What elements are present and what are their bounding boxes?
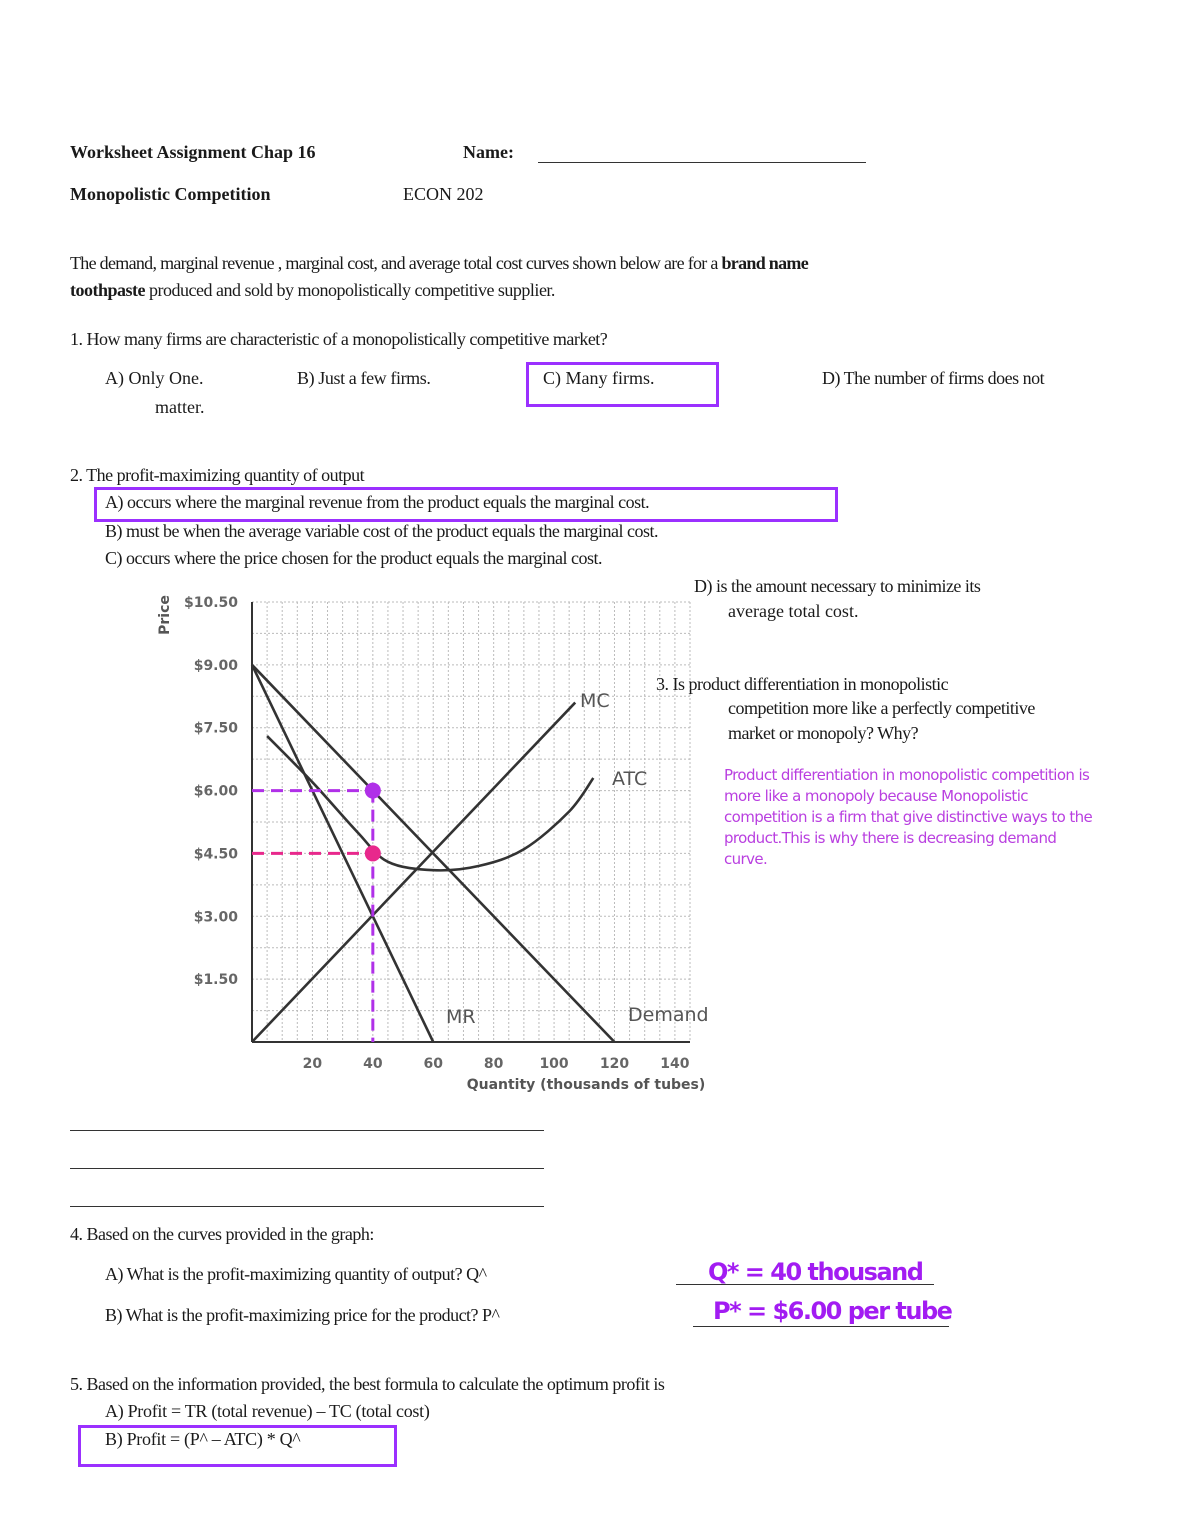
y-tick-label: $7.50: [193, 720, 238, 737]
name-label: Name:: [463, 142, 514, 162]
q2-option-a: A) occurs where the marginal revenue from the product equals the marginal cost.: [105, 492, 650, 512]
q2-option-d: D) is the amount necessary to minimize its: [694, 576, 981, 596]
x-tick-label: 40: [363, 1056, 383, 1072]
chart-grid: [252, 602, 690, 1042]
q4-a-answer: Q* = 40 thousand: [708, 1258, 923, 1286]
q4-prompt: 4. Based on the curves provided in the graph:: [70, 1224, 374, 1244]
y-tick-label: $6.00: [193, 783, 238, 800]
q3-answer-line: more like a monopoly because Monopolistic: [724, 787, 1028, 805]
atc-point: [365, 845, 381, 861]
q1-option-d-cont: matter.: [155, 397, 205, 417]
intro-bold-1: brand name: [721, 253, 809, 273]
y-tick-label: $9.00: [193, 657, 238, 674]
q3-line-3: market or monopoly? Why?: [728, 723, 919, 743]
worksheet-subtitle: Monopolistic Competition: [70, 184, 271, 204]
q4-b-blank[interactable]: [693, 1326, 949, 1327]
intro-line-2: [70, 280, 555, 301]
worksheet-title: Worksheet Assignment Chap 16: [70, 142, 316, 162]
intro-bold-2: toothpaste: [70, 280, 145, 300]
q4-b-answer: P* = $6.00 per tube: [713, 1297, 952, 1325]
intro-line-1: [70, 253, 808, 274]
atc-label: ATC: [612, 768, 648, 790]
y-tick-label: $10.50: [183, 595, 238, 611]
demand-label: Demand: [628, 1004, 709, 1026]
q3-answer-line: competition is a firm that give distinctive ways to the: [724, 808, 1093, 826]
course-code: ECON 202: [403, 184, 484, 204]
q3-prompt: 3. Is product differentiation in monopolistic: [656, 674, 949, 694]
answer-line[interactable]: [70, 1206, 544, 1207]
y-tick-label: $4.50: [193, 846, 238, 863]
y-axis-label: Price: [157, 595, 173, 635]
q3-line-2: competition more like a perfectly competitive: [728, 698, 1035, 718]
chart-ticks: [184, 595, 690, 1072]
answer-line[interactable]: [70, 1130, 544, 1131]
q2-option-b: B) must be when the average variable cost of the product equals the marginal cost.: [105, 521, 658, 541]
x-tick-label: 140: [660, 1056, 690, 1072]
mr-label: MR: [446, 1006, 476, 1028]
y-tick-label: $3.00: [193, 909, 238, 926]
curve-mc: [252, 703, 575, 1042]
x-tick-label: 60: [423, 1056, 443, 1072]
q5-option-b: B) Profit = (P^ – ATC) * Q^: [105, 1429, 301, 1449]
answer-line[interactable]: [70, 1168, 544, 1169]
q3-answer: [724, 765, 1092, 870]
intro-text-1: The demand, marginal revenue , marginal cost, and average total cost curves shown below are for a: [70, 253, 718, 273]
q3-answer-line: curve.: [724, 850, 768, 868]
q5-prompt: 5. Based on the information provided, the best formula to calculate the optimum profit is: [70, 1374, 665, 1394]
q4-option-b: B) What is the profit-maximizing price for the product? P^: [105, 1305, 500, 1325]
x-tick-label: 100: [539, 1056, 569, 1072]
y-tick-label: $1.50: [193, 972, 238, 989]
q5-answer-box: [78, 1425, 397, 1467]
price-point: [365, 783, 381, 799]
mc-label: MC: [580, 690, 610, 712]
cost-curves-chart: [150, 585, 720, 1100]
q1-option-a: A) Only One.: [105, 368, 204, 388]
x-tick-label: 120: [599, 1056, 630, 1072]
q2-option-c: C) occurs where the price chosen for the product equals the marginal cost.: [105, 548, 602, 568]
intro-text-2: produced and sold by monopolistically competitive supplier.: [149, 280, 555, 300]
q1-option-b: B) Just a few firms.: [297, 368, 431, 388]
name-blank[interactable]: [538, 162, 866, 163]
q4-option-a: A) What is the profit-maximizing quantity of output? Q^: [105, 1264, 487, 1284]
q1-option-d: D) The number of firms does not: [822, 368, 1045, 388]
q5-option-a: A) Profit = TR (total revenue) – TC (total cost): [105, 1401, 430, 1421]
q1-prompt: 1. How many firms are characteristic of a monopolistically competitive market?: [70, 329, 608, 349]
x-tick-label: 20: [302, 1056, 323, 1072]
q1-option-c: C) Many firms.: [543, 368, 655, 388]
q1-answer-box: [526, 362, 719, 407]
x-tick-label: 80: [483, 1056, 504, 1072]
q2-option-d-cont: average total cost.: [728, 601, 859, 621]
q2-answer-box: [94, 487, 838, 522]
q3-answer-line: Product differentiation in monopolistic competition is: [724, 766, 1090, 784]
chart-markers: [252, 783, 381, 1042]
q3-answer-line: product.This is why there is decreasing demand: [724, 829, 1057, 847]
x-axis-label: Quantity (thousands of tubes): [466, 1077, 706, 1093]
q2-prompt: 2. The profit-maximizing quantity of output: [70, 465, 365, 485]
